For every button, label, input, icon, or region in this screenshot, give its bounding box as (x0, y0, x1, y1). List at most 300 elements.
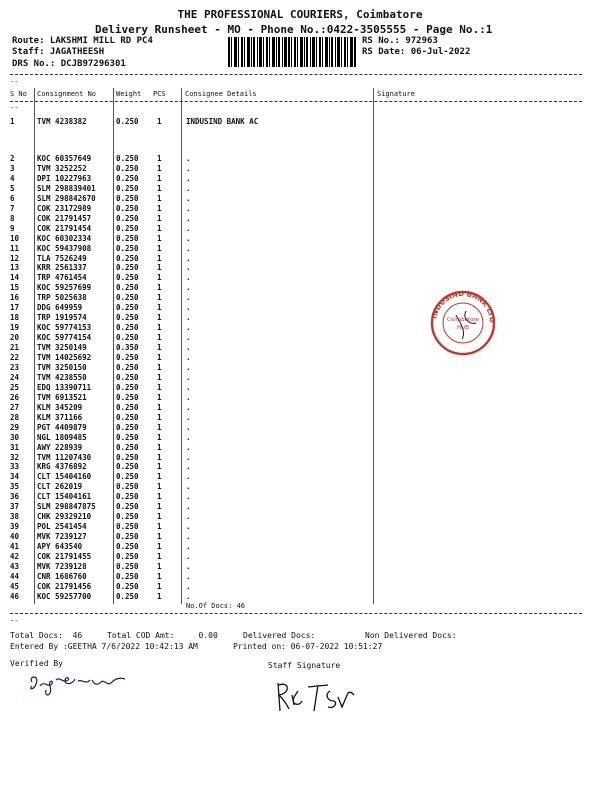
table-row (0, 333, 600, 343)
table-row (0, 263, 600, 273)
consignee-cell: . (186, 253, 191, 263)
staff-signature (272, 675, 362, 717)
printed-on: Printed on: 06-07-2022 10:51:27 (233, 642, 383, 651)
sno-cell: 32 (10, 452, 20, 462)
consignment-cell: NGL 1809485 (37, 432, 87, 442)
consignment-cell: SLM 298842670 (37, 193, 96, 203)
consignee-cell: . (186, 412, 191, 422)
sno-cell: 11 (10, 243, 20, 253)
sno-cell: 4 (10, 173, 15, 183)
weight-cell: 0.250 (116, 293, 139, 303)
pcs-cell: 1 (157, 372, 162, 382)
pcs-cell: 1 (157, 432, 162, 442)
pcs-cell: 1 (157, 213, 162, 223)
consignee-cell: . (186, 343, 191, 353)
pcs-cell: 1 (157, 293, 162, 303)
sno-cell: 26 (10, 392, 20, 402)
consignee-cell: . (186, 482, 191, 492)
consignment-cell: COK 21791456 (37, 581, 92, 591)
table-row (0, 542, 600, 552)
sno-cell: 16 (10, 293, 20, 303)
sno-cell: 27 (10, 402, 20, 412)
verified-by-label: Verified By (10, 659, 63, 668)
column-header-signature: Signature (377, 90, 415, 98)
pcs-cell: 1 (157, 154, 162, 163)
sno-cell: 15 (10, 283, 20, 293)
consignee-cell: . (186, 203, 191, 213)
pcs-cell: 1 (157, 117, 162, 126)
consignment-cell: KRG 4376892 (37, 462, 87, 472)
table-row (0, 303, 600, 313)
sno-cell: 20 (10, 333, 20, 343)
weight-cell: 0.250 (116, 223, 139, 233)
consignment-cell: EDQ 13390711 (37, 382, 92, 392)
table-row (0, 502, 600, 512)
consignment-cell: TVM 3252252 (37, 163, 87, 173)
consignment-cell: MVK 7239128 (37, 561, 87, 571)
pcs-cell: 1 (157, 542, 162, 552)
consignment-cell: CHK 29329210 (37, 512, 92, 522)
weight-cell: 0.250 (116, 117, 139, 126)
weight-cell: 0.250 (116, 442, 139, 452)
sno-cell: 19 (10, 323, 20, 333)
weight-cell: 0.250 (116, 313, 139, 323)
sno-cell: 44 (10, 571, 20, 581)
sno-cell: 9 (10, 223, 15, 233)
consignment-cell: CLT 15404160 (37, 472, 92, 482)
consignment-cell: AWY 228939 (37, 442, 83, 452)
sno-cell: 34 (10, 472, 20, 482)
pcs-cell: 1 (157, 552, 162, 561)
weight-cell: 0.250 (116, 502, 139, 512)
weight-cell: 0.250 (116, 462, 139, 472)
table-row (0, 194, 600, 204)
doc-count: No.Of Docs: 46 (186, 602, 246, 610)
pcs-cell: 1 (157, 392, 162, 402)
table-row (0, 283, 600, 293)
sno-cell: 23 (10, 362, 20, 372)
separator-marks: -- (10, 78, 19, 86)
separator-line (10, 74, 582, 75)
pcs-cell: 1 (157, 472, 162, 482)
column-header-consignee: Consignee Details (185, 90, 257, 98)
weight-cell: 0.250 (116, 591, 139, 601)
consignment-cell: MVK 7239127 (37, 532, 87, 542)
pcs-cell: 1 (157, 581, 162, 591)
consignee-cell: . (186, 323, 191, 333)
table-row (0, 522, 600, 532)
entered-by: Entered By :GEETHA 7/6/2022 10:42:13 AM (10, 642, 198, 651)
consignee-cell: . (186, 542, 191, 552)
table-row (0, 462, 600, 472)
consignee-cell: . (186, 333, 191, 343)
weight-cell: 0.250 (116, 203, 139, 213)
consignee-cell: . (186, 512, 191, 522)
consignment-cell: COK 21791454 (37, 223, 92, 233)
consignment-cell: KOC 59774153 (37, 323, 92, 333)
weight-cell: 0.250 (116, 522, 139, 532)
pcs-cell: 1 (157, 522, 162, 532)
consignment-cell: KOC 59437908 (37, 243, 92, 253)
staff-label: Staff: JAGATHEESH (12, 47, 105, 57)
consignment-cell: KOC 60302334 (37, 233, 92, 243)
weight-cell: 0.250 (116, 422, 139, 432)
consignee-cell: . (186, 233, 191, 243)
table-row (0, 313, 600, 323)
consignee-cell: . (186, 193, 191, 203)
route-label: Route: LAKSHMI MILL RD PC4 (12, 36, 153, 46)
weight-cell: 0.250 (116, 183, 139, 193)
pcs-cell: 1 (157, 173, 162, 183)
consignment-cell: KLM 345209 (37, 402, 83, 412)
consignee-cell: . (186, 442, 191, 452)
weight-cell: 0.250 (116, 472, 139, 482)
consignment-cell: SLM 298839401 (37, 183, 96, 193)
sno-cell: 28 (10, 412, 20, 422)
pcs-cell: 1 (157, 382, 162, 392)
consignee-cell: . (186, 522, 191, 532)
pcs-cell: 1 (157, 591, 162, 601)
weight-cell: 0.250 (116, 253, 139, 263)
table-bottom-line (10, 613, 582, 614)
table-row (0, 244, 600, 254)
rs-date: RS Date: 06-Jul-2022 (362, 47, 471, 57)
weight-cell: 0.250 (116, 163, 139, 173)
weight-cell: 0.250 (116, 323, 139, 333)
consignee-cell: . (186, 422, 191, 432)
table-row (0, 293, 600, 303)
weight-cell: 0.250 (116, 412, 139, 422)
staff-signature-label: Staff Signature (268, 661, 341, 670)
consignee-cell: . (186, 382, 191, 392)
pcs-cell: 1 (157, 412, 162, 422)
table-row (0, 214, 600, 224)
table-row (0, 453, 600, 463)
pcs-cell: 1 (157, 163, 162, 173)
table-row (0, 204, 600, 214)
pcs-cell: 1 (157, 303, 162, 313)
pcs-cell: 1 (157, 253, 162, 263)
weight-cell: 0.250 (116, 362, 139, 372)
pcs-cell: 1 (157, 323, 162, 333)
sno-cell: 3 (10, 163, 15, 173)
table-row (0, 393, 600, 403)
drs-number: DRS No.: DCJB97296301 (12, 59, 126, 69)
weight-cell: 0.250 (116, 432, 139, 442)
total-docs: Total Docs: 46 (10, 631, 83, 640)
table-row (0, 512, 600, 522)
table-row (0, 572, 600, 582)
pcs-cell: 1 (157, 313, 162, 323)
pcs-cell: 1 (157, 402, 162, 412)
consignment-cell: POL 2541454 (37, 522, 87, 532)
consignment-cell: TLA 7526249 (37, 253, 87, 263)
sno-cell: 10 (10, 233, 20, 243)
sno-cell: 37 (10, 502, 20, 512)
table-row (0, 472, 600, 482)
table-row (0, 184, 600, 194)
weight-cell: 0.250 (116, 213, 139, 223)
consignment-cell: APY 643540 (37, 542, 83, 552)
weight-cell: 0.250 (116, 173, 139, 183)
consignment-cell: KOC 60357649 (37, 154, 92, 163)
sno-cell: 2 (10, 154, 15, 163)
sno-cell: 35 (10, 482, 20, 492)
pcs-cell: 1 (157, 482, 162, 492)
table-row (0, 117, 600, 127)
sno-cell: 24 (10, 372, 20, 382)
pcs-cell: 1 (157, 492, 162, 502)
svg-text:HUB: HUB (457, 325, 469, 331)
weight-cell: 0.250 (116, 382, 139, 392)
pcs-cell: 1 (157, 183, 162, 193)
weight-cell: 0.250 (116, 552, 139, 561)
pcs-cell: 1 (157, 452, 162, 462)
weight-cell: 0.250 (116, 581, 139, 591)
table-row (0, 363, 600, 373)
separator-marks: -- (10, 617, 19, 625)
consignee-cell: . (186, 183, 191, 193)
consignee-cell: . (186, 472, 191, 482)
sno-cell: 7 (10, 203, 15, 213)
consignee-cell: . (186, 571, 191, 581)
pcs-cell: 1 (157, 462, 162, 472)
consignment-cell: KRR 2561337 (37, 263, 87, 273)
table-row (0, 234, 600, 244)
sno-cell: 25 (10, 382, 20, 392)
total-cod-amount: Total COD Amt: 0.00 (107, 631, 218, 640)
table-row (0, 413, 600, 423)
weight-cell: 0.350 (116, 343, 139, 353)
sno-cell: 36 (10, 492, 20, 502)
consignee-cell: . (186, 591, 191, 601)
pcs-cell: 1 (157, 422, 162, 432)
sno-cell: 12 (10, 253, 20, 263)
weight-cell: 0.250 (116, 561, 139, 571)
consignment-cell: TRP 4761454 (37, 273, 87, 283)
pcs-cell: 1 (157, 532, 162, 542)
consignment-cell: TVM 3250149 (37, 343, 87, 353)
non-delivered-docs: Non Delivered Docs: (365, 631, 457, 640)
consignment-cell: CNR 1686760 (37, 571, 87, 581)
consignment-cell: COK 21791457 (37, 213, 92, 223)
consignment-cell: KOC 59257700 (37, 591, 92, 601)
sno-cell: 39 (10, 522, 20, 532)
weight-cell: 0.250 (116, 452, 139, 462)
consignee-cell: . (186, 154, 191, 163)
consignment-cell: SLM 298847875 (37, 502, 96, 512)
header-underline (10, 101, 582, 102)
sno-cell: 29 (10, 422, 20, 432)
consignee-cell: . (186, 163, 191, 173)
consignee-cell: . (186, 581, 191, 591)
table-row (0, 492, 600, 502)
consignment-cell: COK 23172989 (37, 203, 92, 213)
weight-cell: 0.250 (116, 283, 139, 293)
consignment-cell: CLT 262019 (37, 482, 83, 492)
consignee-cell: . (186, 492, 191, 502)
consignment-cell: DPI 10227963 (37, 173, 92, 183)
pcs-cell: 1 (157, 353, 162, 362)
weight-cell: 0.250 (116, 353, 139, 362)
consignee-cell: . (186, 263, 191, 273)
column-header-weight: Weight (116, 90, 142, 98)
sno-cell: 17 (10, 303, 20, 313)
weight-cell: 0.250 (116, 243, 139, 253)
pcs-cell: 1 (157, 223, 162, 233)
table-row (0, 323, 600, 333)
consignment-cell: PGT 4409879 (37, 422, 87, 432)
consignee-cell: . (186, 293, 191, 303)
pcs-cell: 1 (157, 203, 162, 213)
sno-cell: 13 (10, 263, 20, 273)
column-header-pcs: PCS (153, 90, 166, 98)
table-row (0, 174, 600, 184)
table-row (0, 383, 600, 393)
table-row (0, 373, 600, 383)
pcs-cell: 1 (157, 571, 162, 581)
table-row (0, 482, 600, 492)
consignee-cell: . (186, 552, 191, 561)
consignee-cell: . (186, 353, 191, 362)
pcs-cell: 1 (157, 243, 162, 253)
sno-cell: 42 (10, 552, 20, 561)
table-row (0, 562, 600, 572)
sno-cell: 6 (10, 193, 15, 203)
document-subtitle: Delivery Runsheet - MO - Phone No.:0422-3505555 - Page No.:1 (95, 23, 493, 36)
pcs-cell: 1 (157, 502, 162, 512)
weight-cell: 0.250 (116, 532, 139, 542)
consignee-cell: . (186, 223, 191, 233)
consignee-cell: . (186, 283, 191, 293)
consignment-cell: TVM 6913521 (37, 392, 87, 402)
column-header-consignment: Consignment No (37, 90, 97, 98)
verifier-signature (26, 668, 136, 698)
consignee-cell: . (186, 452, 191, 462)
column-header-sno: S No (10, 90, 27, 98)
weight-cell: 0.250 (116, 372, 139, 382)
table-row (0, 532, 600, 542)
pcs-cell: 1 (157, 442, 162, 452)
sno-cell: 5 (10, 183, 15, 193)
consignee-cell: . (186, 502, 191, 512)
consignment-cell: KOC 59774154 (37, 333, 92, 343)
consignment-cell: COK 21791455 (37, 552, 92, 561)
table-row (0, 224, 600, 234)
table-row (0, 273, 600, 283)
consignee-cell: . (186, 362, 191, 372)
pcs-cell: 1 (157, 273, 162, 283)
sno-cell: 1 (10, 117, 15, 126)
table-row (0, 254, 600, 264)
pcs-cell: 1 (157, 561, 162, 571)
sno-cell: 18 (10, 313, 20, 323)
rs-number: RS No.: 972963 (362, 36, 438, 46)
weight-cell: 0.250 (116, 512, 139, 522)
consignment-cell: TVM 14025692 (37, 353, 92, 362)
table-row (0, 582, 600, 592)
sno-cell: 45 (10, 581, 20, 591)
consignee-cell: . (186, 303, 191, 313)
sno-cell: 14 (10, 273, 20, 283)
consignment-cell: TVM 3250150 (37, 362, 87, 372)
svg-text:Coimbatore: Coimbatore (447, 317, 479, 323)
pcs-cell: 1 (157, 263, 162, 273)
consignment-cell: TRP 1919574 (37, 313, 87, 323)
pcs-cell: 1 (157, 343, 162, 353)
consignee-cell: . (186, 313, 191, 323)
consignment-cell: KLM 371166 (37, 412, 83, 422)
weight-cell: 0.250 (116, 482, 139, 492)
sno-cell: 43 (10, 561, 20, 571)
table-row (0, 423, 600, 433)
weight-cell: 0.250 (116, 273, 139, 283)
consignee-cell: . (186, 392, 191, 402)
weight-cell: 0.250 (116, 303, 139, 313)
table-row (0, 592, 600, 602)
consignment-cell: TVM 4238550 (37, 372, 87, 382)
sno-cell: 41 (10, 542, 20, 552)
consignee-cell: . (186, 213, 191, 223)
delivered-docs: Delivered Docs: (243, 631, 316, 640)
weight-cell: 0.250 (116, 392, 139, 402)
weight-cell: 0.250 (116, 542, 139, 552)
sno-cell: 31 (10, 442, 20, 452)
table-row (0, 343, 600, 353)
sno-cell: 30 (10, 432, 20, 442)
consignee-cell: . (186, 432, 191, 442)
table-row (0, 353, 600, 363)
weight-cell: 0.250 (116, 154, 139, 163)
consignment-cell: TVM 11207430 (37, 452, 92, 462)
consignee-cell: . (186, 372, 191, 382)
consignment-cell: CLT 15404161 (37, 492, 92, 502)
sno-cell: 38 (10, 512, 20, 522)
document-title: THE PROFESSIONAL COURIERS, Coimbatore (177, 8, 423, 21)
svg-text:INDUSIND BANK LTD: INDUSIND BANK LTD (430, 289, 497, 323)
pcs-cell: 1 (157, 333, 162, 343)
consignee-cell: . (186, 402, 191, 412)
consignee-cell: . (186, 173, 191, 183)
barcode-image (228, 37, 356, 67)
table-row (0, 154, 600, 164)
consignee-cell: . (186, 532, 191, 542)
pcs-cell: 1 (157, 283, 162, 293)
weight-cell: 0.250 (116, 333, 139, 343)
bank-stamp-seal (426, 289, 500, 357)
sno-cell: 8 (10, 213, 15, 223)
pcs-cell: 1 (157, 362, 162, 372)
table-row (0, 552, 600, 562)
weight-cell: 0.250 (116, 193, 139, 203)
weight-cell: 0.250 (116, 402, 139, 412)
pcs-cell: 1 (157, 233, 162, 243)
table-row (0, 403, 600, 413)
sno-cell: 22 (10, 353, 20, 362)
separator-marks: -- (10, 104, 19, 112)
consignee-cell: . (186, 561, 191, 571)
consignment-cell: TRP 5025638 (37, 293, 87, 303)
pcs-cell: 1 (157, 512, 162, 522)
weight-cell: 0.250 (116, 263, 139, 273)
pcs-cell: 1 (157, 193, 162, 203)
sno-cell: 33 (10, 462, 20, 472)
consignee-cell: . (186, 243, 191, 253)
weight-cell: 0.250 (116, 492, 139, 502)
consignee-cell: . (186, 273, 191, 283)
consignee-cell: INDUSIND BANK AC (186, 117, 259, 126)
consignment-cell: TVM 4238382 (37, 117, 87, 126)
